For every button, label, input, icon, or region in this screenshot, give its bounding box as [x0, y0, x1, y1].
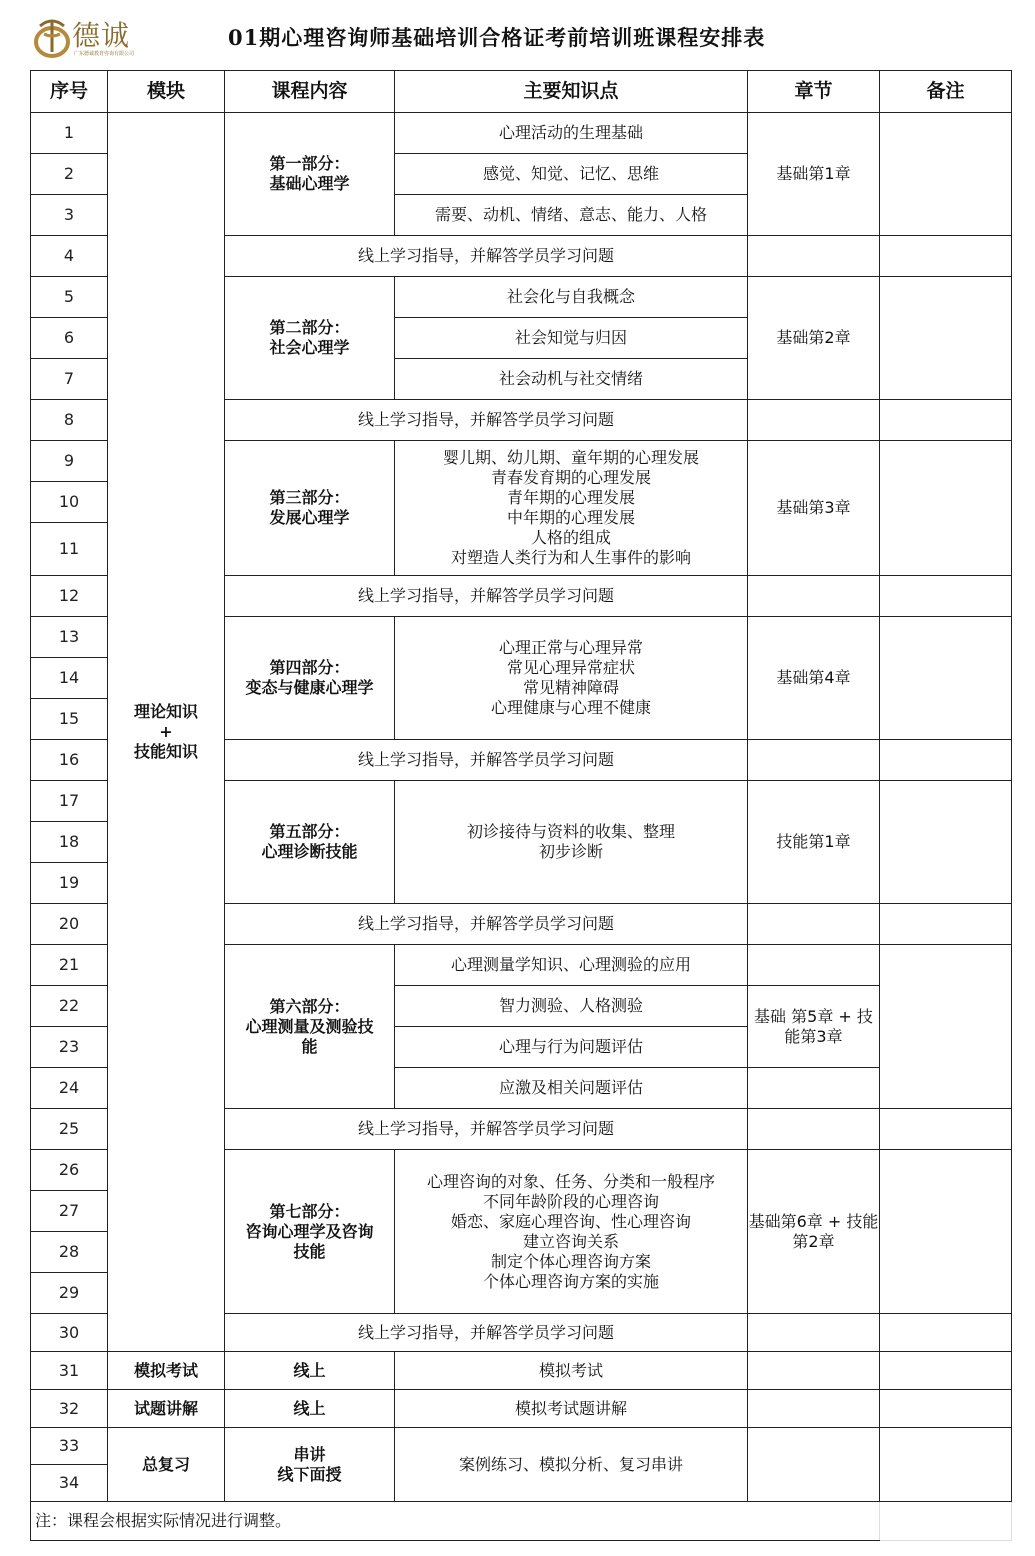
knowledge-points	[395, 781, 748, 904]
table-row	[31, 113, 1012, 154]
part-name: 咨询心理学及咨询	[245, 1221, 374, 1241]
remark-cell	[880, 576, 1012, 617]
chapter-line2: 技能第2章	[792, 1211, 879, 1251]
chapter-empty	[748, 740, 880, 781]
course-part1	[225, 113, 395, 236]
header-no: 序号	[31, 71, 108, 113]
online-guidance: 线上学习指导，并解答学员学习问题	[225, 1109, 748, 1150]
part-title: 第四部分：	[269, 658, 350, 677]
company-logo	[32, 12, 142, 62]
row-number: 32	[31, 1390, 108, 1428]
chapter-empty	[748, 1428, 880, 1502]
row-number: 20	[31, 904, 108, 945]
module-main	[108, 113, 225, 1352]
remark-cell	[880, 441, 1012, 576]
chapter-empty	[748, 400, 880, 441]
knowledge-point: 初诊接待与资料的收集、整理	[466, 822, 675, 841]
chapter-plus: +	[838, 1006, 852, 1026]
row-number: 4	[31, 236, 108, 277]
course-final-review	[225, 1428, 395, 1502]
row-number: 17	[31, 781, 108, 822]
module-mock-exam: 模拟考试	[108, 1352, 225, 1390]
remark-cell	[880, 904, 1012, 945]
knowledge-point: 模拟考试	[395, 1352, 748, 1390]
knowledge-point: 不同年龄阶段的心理咨询	[482, 1191, 659, 1211]
online-guidance: 线上学习指导，并解答学员学习问题	[225, 576, 748, 617]
header-module: 模块	[108, 71, 225, 113]
row-number: 24	[31, 1068, 108, 1109]
knowledge-points	[395, 441, 748, 576]
row-number: 1	[31, 113, 108, 154]
chapter	[748, 1150, 880, 1314]
module-line1: 理论知识	[133, 702, 198, 721]
row-number: 15	[31, 699, 108, 740]
course-exam-review: 线上	[225, 1390, 395, 1428]
table-row	[31, 1390, 1012, 1428]
knowledge-point: 应激及相关问题评估	[395, 1068, 748, 1109]
logo-text: 德诚	[72, 19, 131, 52]
remark-cell	[880, 277, 1012, 400]
course-part3	[225, 441, 395, 576]
chapter-empty	[748, 1352, 880, 1390]
knowledge-point: 社会化与自我概念	[395, 277, 748, 318]
remark-cell	[880, 1352, 1012, 1390]
logo-subtext: 广东德诚教育咨询有限公司	[74, 51, 135, 57]
knowledge-point: 心理健康与心理不健康	[490, 698, 651, 717]
knowledge-point: 模拟考试题讲解	[395, 1390, 748, 1428]
knowledge-point: 建立咨询关系	[522, 1231, 619, 1251]
course-line2: 线下面授	[277, 1464, 342, 1484]
row-number: 34	[31, 1465, 108, 1502]
row-number: 27	[31, 1191, 108, 1232]
module-exam-review: 试题讲解	[108, 1390, 225, 1428]
course-part5	[225, 781, 395, 904]
chapter-line2: 技能第3章	[784, 1006, 873, 1046]
knowledge-point: 社会动机与社交情绪	[395, 359, 748, 400]
knowledge-point: 婚恋、家庭心理咨询、性心理咨询	[450, 1211, 691, 1231]
part-name: 发展心理学	[269, 508, 350, 527]
module-final-review: 总复习	[108, 1428, 225, 1502]
row-number: 19	[31, 863, 108, 904]
row-number: 9	[31, 441, 108, 482]
remark-cell	[880, 1109, 1012, 1150]
row-number: 2	[31, 154, 108, 195]
part-title: 第五部分：	[269, 822, 350, 841]
row-number: 10	[31, 482, 108, 523]
row-number: 7	[31, 359, 108, 400]
knowledge-point: 青年期的心理发展	[506, 488, 635, 507]
chapter-empty	[748, 1314, 880, 1352]
online-guidance: 线上学习指导，并解答学员学习问题	[225, 740, 748, 781]
remark-cell	[880, 945, 1012, 1109]
part-title: 第一部分：	[269, 154, 350, 173]
row-number: 11	[31, 523, 108, 576]
remark-cell	[880, 1150, 1012, 1314]
row-number: 13	[31, 617, 108, 658]
knowledge-point: 心理咨询的对象、任务、分类和一般程序	[426, 1171, 715, 1191]
online-guidance: 线上学习指导，并解答学员学习问题	[225, 400, 748, 441]
row-number: 5	[31, 277, 108, 318]
chapter: 基础第2章	[748, 277, 880, 400]
part-name: 心理测量及测验技	[245, 1016, 374, 1036]
course-line1: 串讲	[293, 1444, 326, 1464]
knowledge-point: 案例练习、模拟分析、复习串讲	[395, 1428, 748, 1502]
header-course: 课程内容	[225, 71, 395, 113]
header-chapter: 章节	[748, 71, 880, 113]
footnote-empty	[880, 1502, 1012, 1541]
row-number: 14	[31, 658, 108, 699]
row-number: 3	[31, 195, 108, 236]
part-name: 基础心理学	[269, 174, 350, 193]
chapter-empty	[748, 1068, 880, 1109]
remark-cell	[880, 617, 1012, 740]
page-header	[28, 8, 1012, 66]
part-title: 第六部分：	[269, 996, 350, 1016]
remark-cell	[880, 740, 1012, 781]
part-name: 变态与健康心理学	[245, 678, 374, 697]
row-number: 16	[31, 740, 108, 781]
header-remark: 备注	[880, 71, 1012, 113]
course-part6	[225, 945, 395, 1109]
knowledge-point: 常见心理异常症状	[506, 658, 635, 677]
row-number: 25	[31, 1109, 108, 1150]
knowledge-points	[395, 1150, 748, 1314]
course-part2	[225, 277, 395, 400]
remark-cell	[880, 1428, 1012, 1502]
chapter: 基础第3章	[748, 441, 880, 576]
chapter-empty	[748, 1390, 880, 1428]
chapter-empty	[748, 576, 880, 617]
knowledge-point: 心理与行为问题评估	[395, 1027, 748, 1068]
header-row	[31, 71, 1012, 113]
online-guidance: 线上学习指导，并解答学员学习问题	[225, 236, 748, 277]
remark-cell	[880, 236, 1012, 277]
chapter-empty	[748, 945, 880, 986]
part-name: 心理诊断技能	[261, 842, 358, 861]
part-name-cont: 技能	[293, 1241, 326, 1261]
chapter	[748, 986, 880, 1068]
course-mock-exam: 线上	[225, 1352, 395, 1390]
knowledge-point: 常见精神障碍	[522, 678, 619, 697]
chapter: 技能第1章	[748, 781, 880, 904]
knowledge-point: 初步诊断	[538, 842, 603, 861]
part-name: 社会心理学	[269, 338, 350, 357]
knowledge-point: 中年期的心理发展	[506, 508, 635, 527]
knowledge-point: 心理测量学知识、心理测验的应用	[395, 945, 748, 986]
part-name-cont: 能	[301, 1036, 318, 1056]
row-number: 6	[31, 318, 108, 359]
knowledge-point: 智力测验、人格测验	[395, 986, 748, 1027]
row-number: 29	[31, 1273, 108, 1314]
schedule-table	[30, 70, 1012, 1541]
knowledge-point: 心理活动的生理基础	[395, 113, 748, 154]
part-title: 第二部分：	[269, 318, 350, 337]
row-number: 28	[31, 1232, 108, 1273]
header-points: 主要知识点	[395, 71, 748, 113]
knowledge-point: 需要、动机、情绪、意志、能力、人格	[395, 195, 748, 236]
module-plus: +	[159, 722, 173, 741]
knowledge-point: 感觉、知觉、记忆、思维	[395, 154, 748, 195]
page-title: 01期心理咨询师基础培训合格证考前培训班课程安排表	[228, 25, 766, 50]
row-number: 22	[31, 986, 108, 1027]
knowledge-point: 心理正常与心理异常	[498, 638, 643, 657]
knowledge-point: 人格的组成	[530, 528, 611, 547]
online-guidance: 线上学习指导，并解答学员学习问题	[225, 1314, 748, 1352]
knowledge-point: 对塑造人类行为和人生事件的影响	[450, 548, 691, 567]
remark-cell	[880, 1314, 1012, 1352]
part-title: 第七部分：	[269, 1201, 350, 1221]
row-number: 26	[31, 1150, 108, 1191]
chapter: 基础第1章	[748, 113, 880, 236]
row-number: 21	[31, 945, 108, 986]
chapter-line1: 基础 第5章	[754, 1006, 834, 1026]
remark-cell	[880, 1390, 1012, 1428]
module-line2: 技能知识	[133, 742, 198, 761]
chapter-empty	[748, 236, 880, 277]
knowledge-point: 制定个体心理咨询方案	[490, 1251, 651, 1271]
footnote-row	[31, 1502, 1012, 1541]
knowledge-point: 青春发育期的心理发展	[490, 468, 651, 487]
footnote: 注：课程会根据实际情况进行调整。	[31, 1502, 880, 1541]
row-number: 18	[31, 822, 108, 863]
chapter-empty	[748, 1109, 880, 1150]
chapter-plus: +	[827, 1211, 842, 1231]
part-title: 第三部分：	[269, 488, 350, 507]
chapter: 基础第4章	[748, 617, 880, 740]
knowledge-point: 个体心理咨询方案的实施	[482, 1271, 659, 1291]
chapter-empty	[748, 904, 880, 945]
row-number: 30	[31, 1314, 108, 1352]
knowledge-points	[395, 617, 748, 740]
row-number: 31	[31, 1352, 108, 1390]
row-number: 33	[31, 1428, 108, 1465]
remark-cell	[880, 113, 1012, 236]
online-guidance: 线上学习指导，并解答学员学习问题	[225, 904, 748, 945]
course-part4	[225, 617, 395, 740]
wheat-logo-icon	[32, 16, 72, 60]
remark-cell	[880, 400, 1012, 441]
chapter-line1: 基础第6章	[748, 1211, 823, 1231]
knowledge-point: 婴儿期、幼儿期、童年期的心理发展	[442, 448, 699, 467]
row-number: 8	[31, 400, 108, 441]
table-row	[31, 1428, 1012, 1465]
row-number: 23	[31, 1027, 108, 1068]
table-row	[31, 1352, 1012, 1390]
row-number: 12	[31, 576, 108, 617]
course-part7	[225, 1150, 395, 1314]
knowledge-point: 社会知觉与归因	[395, 318, 748, 359]
remark-cell	[880, 781, 1012, 904]
